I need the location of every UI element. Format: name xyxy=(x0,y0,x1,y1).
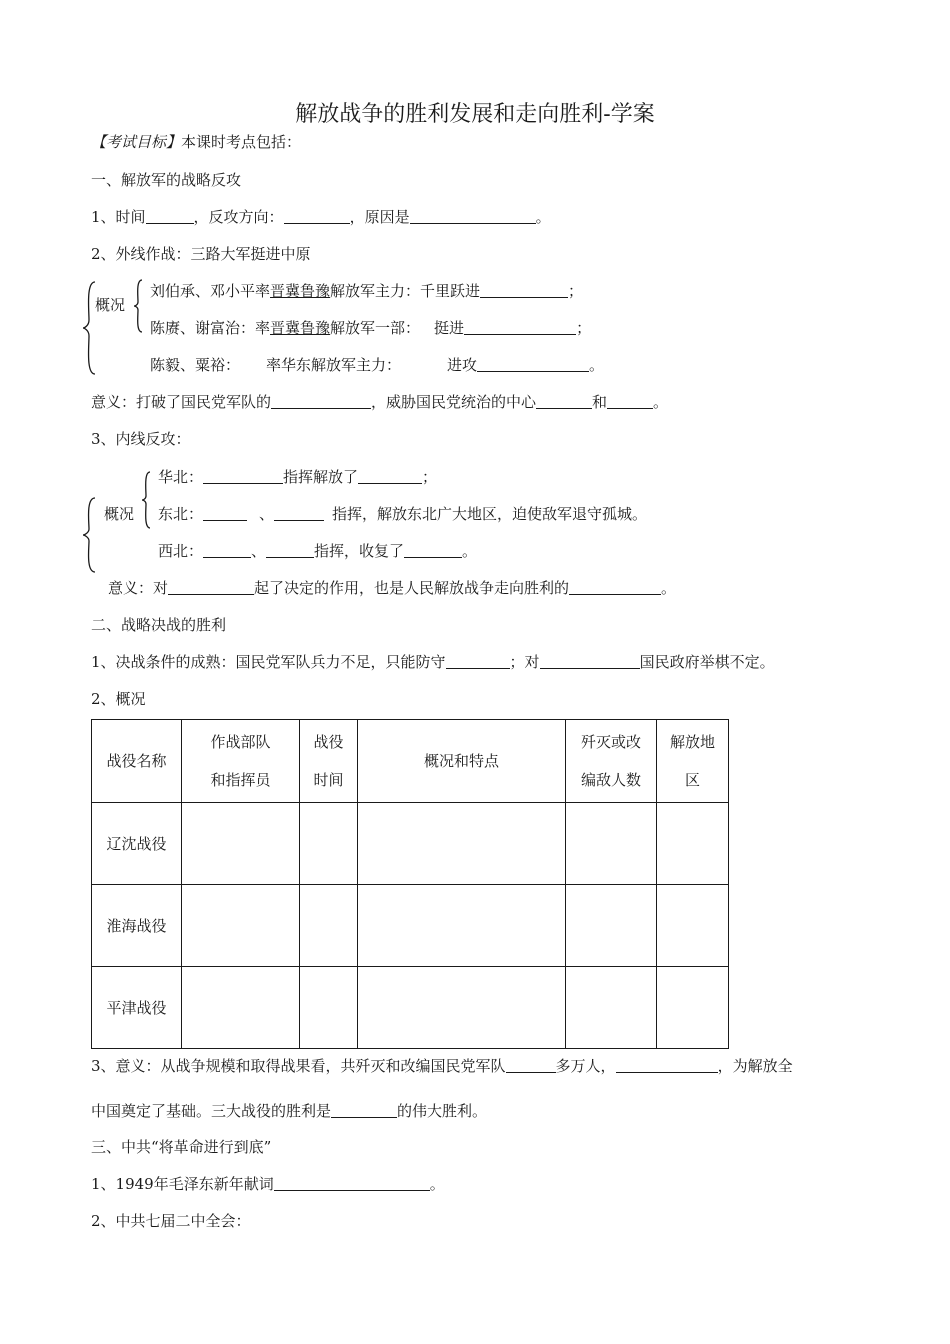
blank-sig1[interactable] xyxy=(271,393,371,409)
row-campaign-name: 淮海战役 xyxy=(92,885,182,967)
blank-s2d[interactable] xyxy=(616,1057,718,1073)
header-forces-commanders: 作战部队 和指挥员 xyxy=(182,720,300,803)
blank-n3c[interactable] xyxy=(404,542,462,558)
objective-label: 【考试目标】 xyxy=(91,133,182,151)
blank-sig2a[interactable] xyxy=(168,579,254,595)
s2-line2: 2、概况 xyxy=(91,690,146,708)
blank-sig2b[interactable] xyxy=(569,579,661,595)
north-china-row: 华北： 指挥解放了 ； xyxy=(158,468,438,486)
inner-brace xyxy=(132,278,146,334)
blank-n1a[interactable] xyxy=(203,468,283,484)
cell-eliminated[interactable] xyxy=(566,803,657,885)
blank-n3b[interactable] xyxy=(266,542,314,558)
s2-line3: 3、意义：从战争规模和取得战果看，共歼灭和改编国民党军队 多万人， ，为解放全 xyxy=(91,1057,793,1075)
group-label-overview-2: 概况 xyxy=(104,505,135,523)
s2-line1: 1、决战条件的成熟：国民党军队兵力不足，只能防守 ；对 国民政府举棋不定。 xyxy=(91,653,775,671)
header-liberated-area: 解放地 区 xyxy=(657,720,729,803)
s2-line3b: 中国奠定了基础。三大战役的胜利是 的伟大胜利。 xyxy=(91,1102,488,1120)
header-enemies-eliminated: 歼灭或改 编敌人数 xyxy=(566,720,657,803)
blank-n2b[interactable] xyxy=(274,505,324,521)
table-row xyxy=(92,803,729,885)
s1-line3: 3、内线反攻： xyxy=(91,430,191,448)
s1-significance: 意义：打破了国民党军队的 ，威胁国民党统治的中心 和 。 xyxy=(91,393,669,411)
cell-area[interactable] xyxy=(657,803,729,885)
blank-r2[interactable] xyxy=(464,319,576,335)
page-title: 解放战争的胜利发展和走向胜利-学案 xyxy=(295,102,655,127)
blank-s2e[interactable] xyxy=(331,1102,397,1118)
s3-line1: 1、1949年毛泽东新年献词 。 xyxy=(91,1175,445,1193)
cell-forces[interactable] xyxy=(182,885,300,967)
blank-r3[interactable] xyxy=(477,356,589,372)
cell-overview[interactable] xyxy=(358,967,566,1049)
cell-eliminated[interactable] xyxy=(566,967,657,1049)
army-row-2: 陈赓、谢富治：率晋冀鲁豫解放军一部： 挺进 ； xyxy=(150,319,592,337)
blank-n3a[interactable] xyxy=(203,542,251,558)
northeast-row: 东北： 、 指挥，解放东北广大地区，迫使敌军退守孤城。 xyxy=(158,505,648,523)
blank-reason[interactable] xyxy=(410,208,536,224)
cell-overview[interactable] xyxy=(358,803,566,885)
cell-area[interactable] xyxy=(657,885,729,967)
cell-area[interactable] xyxy=(657,967,729,1049)
section1-heading: 一、解放军的战略反攻 xyxy=(91,171,242,189)
cell-forces[interactable] xyxy=(182,803,300,885)
s1-significance-2: 意义：对 起了决定的作用，也是人民解放战争走向胜利的 。 xyxy=(108,579,677,597)
inner-brace-2 xyxy=(140,470,154,530)
table-row xyxy=(92,967,729,1049)
blank-s2c[interactable] xyxy=(506,1057,556,1073)
blank-time[interactable] xyxy=(146,208,194,224)
section2-heading: 二、战略决战的胜利 xyxy=(91,616,227,634)
objective-text: 本课时考点包括： xyxy=(181,133,302,151)
northwest-row: 西北： 、 指挥，收复了 。 xyxy=(158,542,478,560)
table-header-row xyxy=(92,720,729,803)
objective-line xyxy=(91,131,301,152)
blank-r1[interactable] xyxy=(480,282,568,298)
blank-s2a[interactable] xyxy=(446,653,510,669)
blank-sig2[interactable] xyxy=(536,393,592,409)
blank-n2a[interactable] xyxy=(203,505,247,521)
army-row-3: 陈毅、粟裕： 率华东解放军主力： 进攻 。 xyxy=(150,356,605,374)
cell-forces[interactable] xyxy=(182,967,300,1049)
s3-line2: 2、中共七届二中全会： xyxy=(91,1212,251,1230)
s1-line2: 2、外线作战：三路大军挺进中原 xyxy=(91,245,311,263)
row-campaign-name: 辽沈战役 xyxy=(92,803,182,885)
blank-s3a[interactable] xyxy=(274,1175,430,1191)
blank-s2b[interactable] xyxy=(540,653,640,669)
army-row-1: 刘伯承、邓小平率晋冀鲁豫解放军主力：千里跃进 ； xyxy=(150,282,584,300)
cell-overview[interactable] xyxy=(358,885,566,967)
cell-time[interactable] xyxy=(300,803,358,885)
cell-time[interactable] xyxy=(300,885,358,967)
header-overview-features: 概况和特点 xyxy=(358,720,566,803)
blank-sig3[interactable] xyxy=(607,393,653,409)
blank-n1b[interactable] xyxy=(358,468,422,484)
s1-line1: 1、时间 ，反攻方向： ，原因是 。 xyxy=(91,208,551,226)
table-row xyxy=(92,885,729,967)
row-campaign-name: 平津战役 xyxy=(92,967,182,1049)
header-campaign-name: 战役名称 xyxy=(92,720,182,803)
section3-heading: 三、中共“将革命进行到底” xyxy=(91,1138,272,1156)
cell-time[interactable] xyxy=(300,967,358,1049)
header-campaign-time: 战役 时间 xyxy=(300,720,358,803)
campaign-table xyxy=(91,719,729,1049)
left-brace-2 xyxy=(81,496,101,574)
blank-direction[interactable] xyxy=(284,208,350,224)
cell-eliminated[interactable] xyxy=(566,885,657,967)
group-label-overview: 概况 xyxy=(95,296,126,314)
